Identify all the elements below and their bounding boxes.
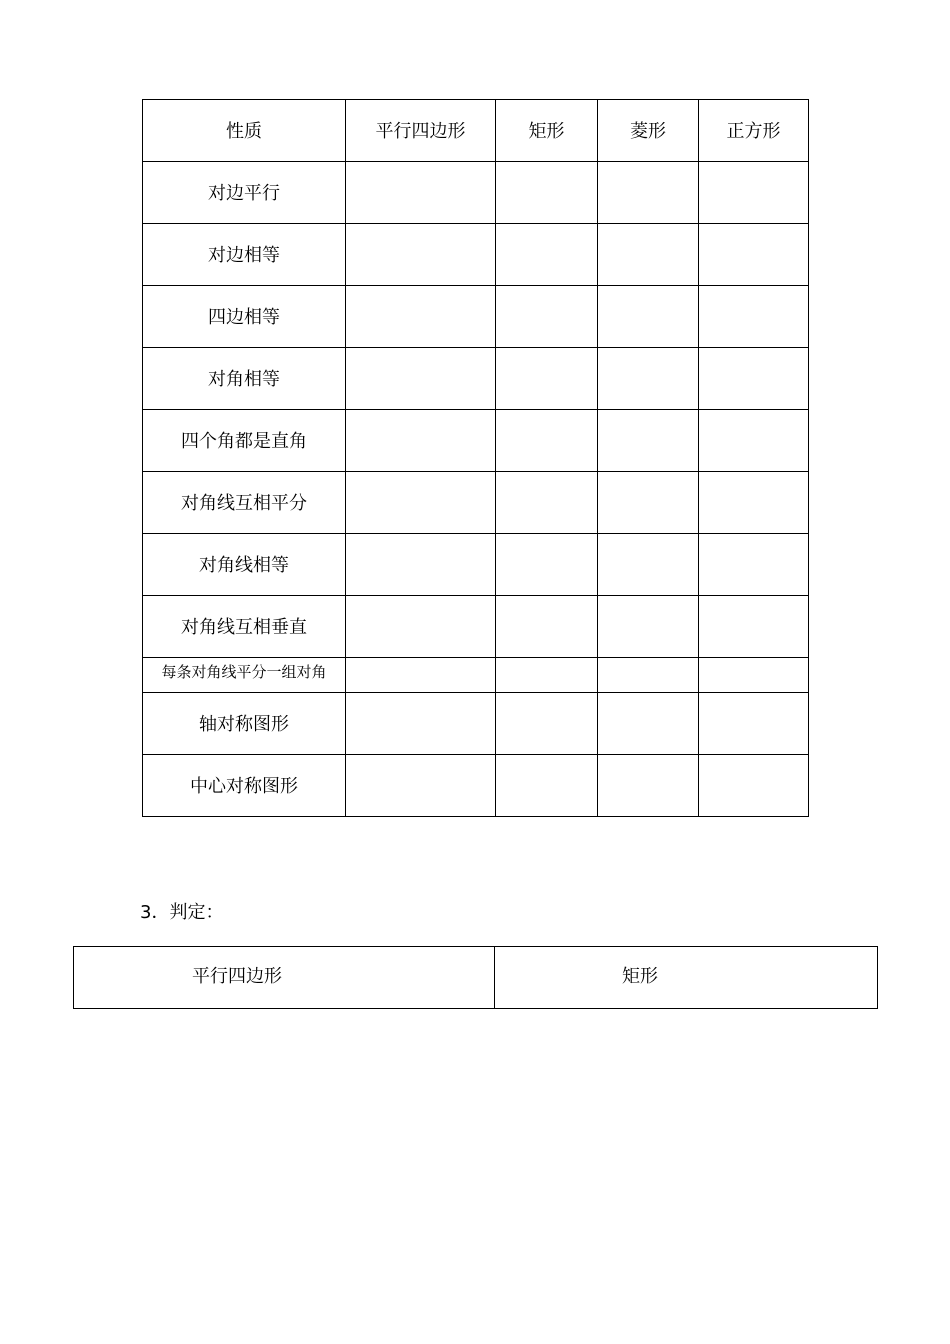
table-header-row (74, 947, 878, 1009)
empty-cell (699, 472, 809, 534)
table-row (143, 286, 809, 348)
empty-cell (496, 348, 598, 410)
empty-cell (598, 596, 699, 658)
empty-cell (598, 534, 699, 596)
table-row (143, 472, 809, 534)
table-row (143, 693, 809, 755)
table-row (143, 596, 809, 658)
empty-cell (346, 596, 496, 658)
empty-cell (346, 286, 496, 348)
empty-cell (598, 162, 699, 224)
empty-cell (699, 286, 809, 348)
header-cell-parallelogram: 平行四边形 (346, 100, 496, 162)
row-label: 对角相等 (143, 348, 346, 410)
empty-cell (346, 224, 496, 286)
empty-cell (346, 693, 496, 755)
empty-cell (699, 755, 809, 817)
empty-cell (699, 534, 809, 596)
empty-cell (699, 348, 809, 410)
empty-cell (699, 410, 809, 472)
empty-cell (598, 693, 699, 755)
table-row (143, 162, 809, 224)
empty-cell (346, 410, 496, 472)
properties-table (142, 99, 809, 817)
empty-cell (598, 755, 699, 817)
header-cell-rectangle: 矩形 (496, 100, 598, 162)
empty-cell (496, 693, 598, 755)
row-label: 每条对角线平分一组对角 (143, 658, 346, 693)
header-cell-rhombus: 菱形 (598, 100, 699, 162)
row-label: 对边平行 (143, 162, 346, 224)
empty-cell (598, 286, 699, 348)
empty-cell (699, 693, 809, 755)
empty-cell (598, 472, 699, 534)
row-label: 对角线互相垂直 (143, 596, 346, 658)
empty-cell (496, 534, 598, 596)
table-row (143, 224, 809, 286)
empty-cell (496, 162, 598, 224)
empty-cell (699, 658, 809, 693)
header-cell-square: 正方形 (699, 100, 809, 162)
empty-cell (598, 658, 699, 693)
empty-cell (496, 596, 598, 658)
row-label: 对角线互相平分 (143, 472, 346, 534)
empty-cell (346, 472, 496, 534)
row-label: 中心对称图形 (143, 755, 346, 817)
empty-cell (496, 658, 598, 693)
table-row (143, 348, 809, 410)
empty-cell (598, 224, 699, 286)
empty-cell (598, 410, 699, 472)
table-row (143, 755, 809, 817)
empty-cell (346, 162, 496, 224)
table-row (143, 410, 809, 472)
empty-cell (346, 348, 496, 410)
judgment-table (73, 946, 878, 1009)
empty-cell (496, 472, 598, 534)
row-label: 对角线相等 (143, 534, 346, 596)
empty-cell (699, 162, 809, 224)
empty-cell (699, 596, 809, 658)
empty-cell (699, 224, 809, 286)
empty-cell (496, 224, 598, 286)
empty-cell (496, 286, 598, 348)
header-cell-rectangle: 矩形 (495, 947, 878, 1009)
header-cell-property: 性质 (143, 100, 346, 162)
row-label: 四边相等 (143, 286, 346, 348)
empty-cell (346, 534, 496, 596)
row-label: 四个角都是直角 (143, 410, 346, 472)
table-row (143, 658, 809, 693)
section-heading: 3．判定： (140, 902, 224, 923)
empty-cell (496, 410, 598, 472)
empty-cell (496, 755, 598, 817)
empty-cell (346, 755, 496, 817)
table-row (143, 534, 809, 596)
header-cell-parallelogram: 平行四边形 (74, 947, 495, 1009)
table-header-row (143, 100, 809, 162)
empty-cell (598, 348, 699, 410)
row-label: 轴对称图形 (143, 693, 346, 755)
empty-cell (346, 658, 496, 693)
row-label: 对边相等 (143, 224, 346, 286)
